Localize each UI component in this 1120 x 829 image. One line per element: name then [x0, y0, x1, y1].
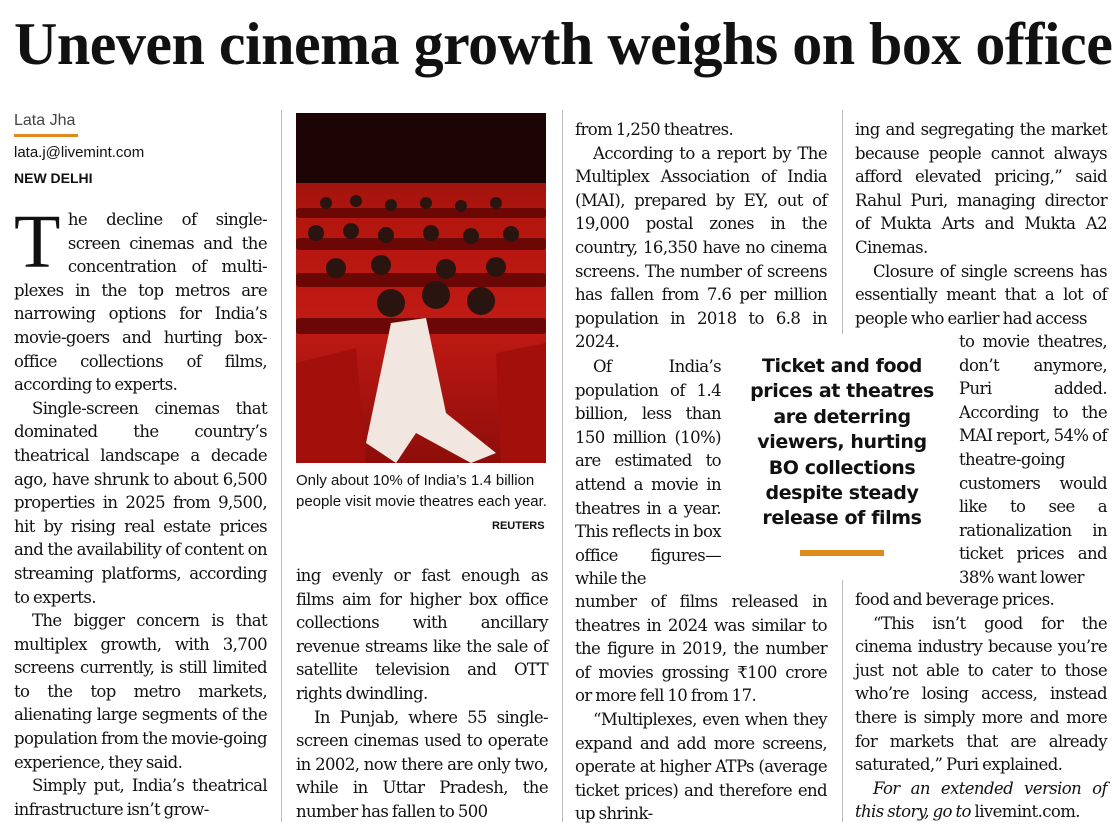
lead-paragraph-text: he decline of single-screen cinemas and the concentration of multi-plexes in the top metros are narrowing options for India’s movie-goers and hurting box-office collections of films, according to experts. — [14, 210, 267, 395]
body-paragraph: food and beverage prices. — [855, 590, 1055, 609]
body-paragraph: number of films released in theatres in 2024 was similar to the figure in 2019, the number of movies grossing ₹100 crore or more fell 10 from 17. — [575, 592, 827, 706]
drop-cap: T — [14, 200, 60, 284]
column-divider — [281, 110, 282, 822]
article-column-3 — [575, 118, 827, 354]
body-paragraph: Of India’s population of 1.4 billion, less than 150 million (10%) are estimated to attend a movie in theatres in a year. This reflects in box office figures—while the — [575, 357, 721, 589]
body-paragraph: According to a report by The Multiplex Association of India (MAI), prepared by EY, out of 19,000 postal zones in the country, 16,350 have no cinema screens. The number of screens has fallen from 7.6 per million population in 2018 to 6.8 in 2024. — [575, 143, 827, 352]
body-paragraph: In Punjab, where 55 single-screen cinemas used to operate in 2002, now there are only two, while in Uttar Pradesh, the number has fallen to 500 — [296, 707, 548, 821]
website-link[interactable]: livemint.com. — [970, 802, 1080, 822]
body-paragraph: Simply put, India’s theatrical infrastructure isn’t grow- — [14, 776, 267, 819]
photo-caption: Only about 10% of India’s 1.4 billion people visit movie theatres each year. — [296, 472, 547, 510]
photo-illustration — [296, 113, 546, 463]
body-paragraph: The bigger concern is that multiplex growth, with 3,700 screens currently, is still limited to the top metro markets, alienating large segments of the population from the movie-going experience, they said. — [14, 611, 267, 772]
cinema-audience-photo — [296, 113, 546, 463]
byline-author: Lata Jha — [14, 112, 76, 129]
column-divider — [842, 580, 843, 822]
byline-accent-rule — [14, 134, 78, 137]
article-column-3-narrow — [575, 355, 721, 591]
body-paragraph: “Multiplexes, even when they expand and add more screens, operate at higher ATPs (average ticket prices) and therefore end up shrink- — [575, 709, 827, 824]
extended-version-note: For an extended version of this story, go to — [855, 778, 1107, 822]
byline-email: lata.j@livemint.com — [14, 144, 145, 161]
column-divider — [562, 110, 563, 822]
headline: Uneven cinema growth weighs on box office — [14, 11, 1113, 77]
article-column-3-lower — [575, 590, 827, 826]
body-paragraph: ing and segregating the market because people cannot always afford elevated pricing,” said Rahul Puri, managing director of Mukta Arts and Mukta A2 Cinemas. — [855, 120, 1107, 257]
pull-quote-rule — [800, 550, 884, 556]
article-column-1 — [14, 200, 267, 821]
photo-credit: REUTERS — [492, 520, 545, 532]
article-column-2 — [296, 564, 548, 824]
article-column-4 — [855, 118, 1107, 330]
pull-quote: Ticket and food prices at theatres are deterring viewers, hurting BO collections despite steady release of films — [750, 355, 934, 530]
article-column-4-lower — [855, 588, 1107, 824]
body-paragraph: ing evenly or fast enough as films aim for higher box office collections with ancillary revenue streams like the sale of satellite television and OTT rights dwindling. — [296, 566, 548, 703]
column-divider — [842, 110, 843, 334]
body-paragraph: “This isn’t good for the cinema industry because you’re just not able to cater to those who’re losing access, instead there is simply more and more for markets that are already saturated,” Puri explained. — [855, 613, 1107, 775]
article-footer-note — [855, 777, 1107, 824]
lead-paragraph — [14, 200, 267, 397]
body-paragraph: Closure of single screens has essentially meant that a lot of people who earlier had access — [855, 261, 1107, 328]
dateline: NEW DELHI — [14, 170, 93, 186]
body-paragraph: from 1,250 theatres. — [575, 120, 734, 139]
article-column-4-narrow — [959, 330, 1107, 590]
body-paragraph: Single-screen cinemas that dominated the country’s theatrical landscape a decade ago, have shrunk to about 6,500 properties in 2025 from 9,500, hit by rising real estate prices and the availability of content on streaming platforms, according to experts. — [14, 398, 267, 607]
body-paragraph: to movie theatres, don’t anymore, Puri added. According to the MAI report, 54% of theatre-going customers would like to see a rationalization in ticket prices and 38% want lower — [959, 332, 1107, 587]
